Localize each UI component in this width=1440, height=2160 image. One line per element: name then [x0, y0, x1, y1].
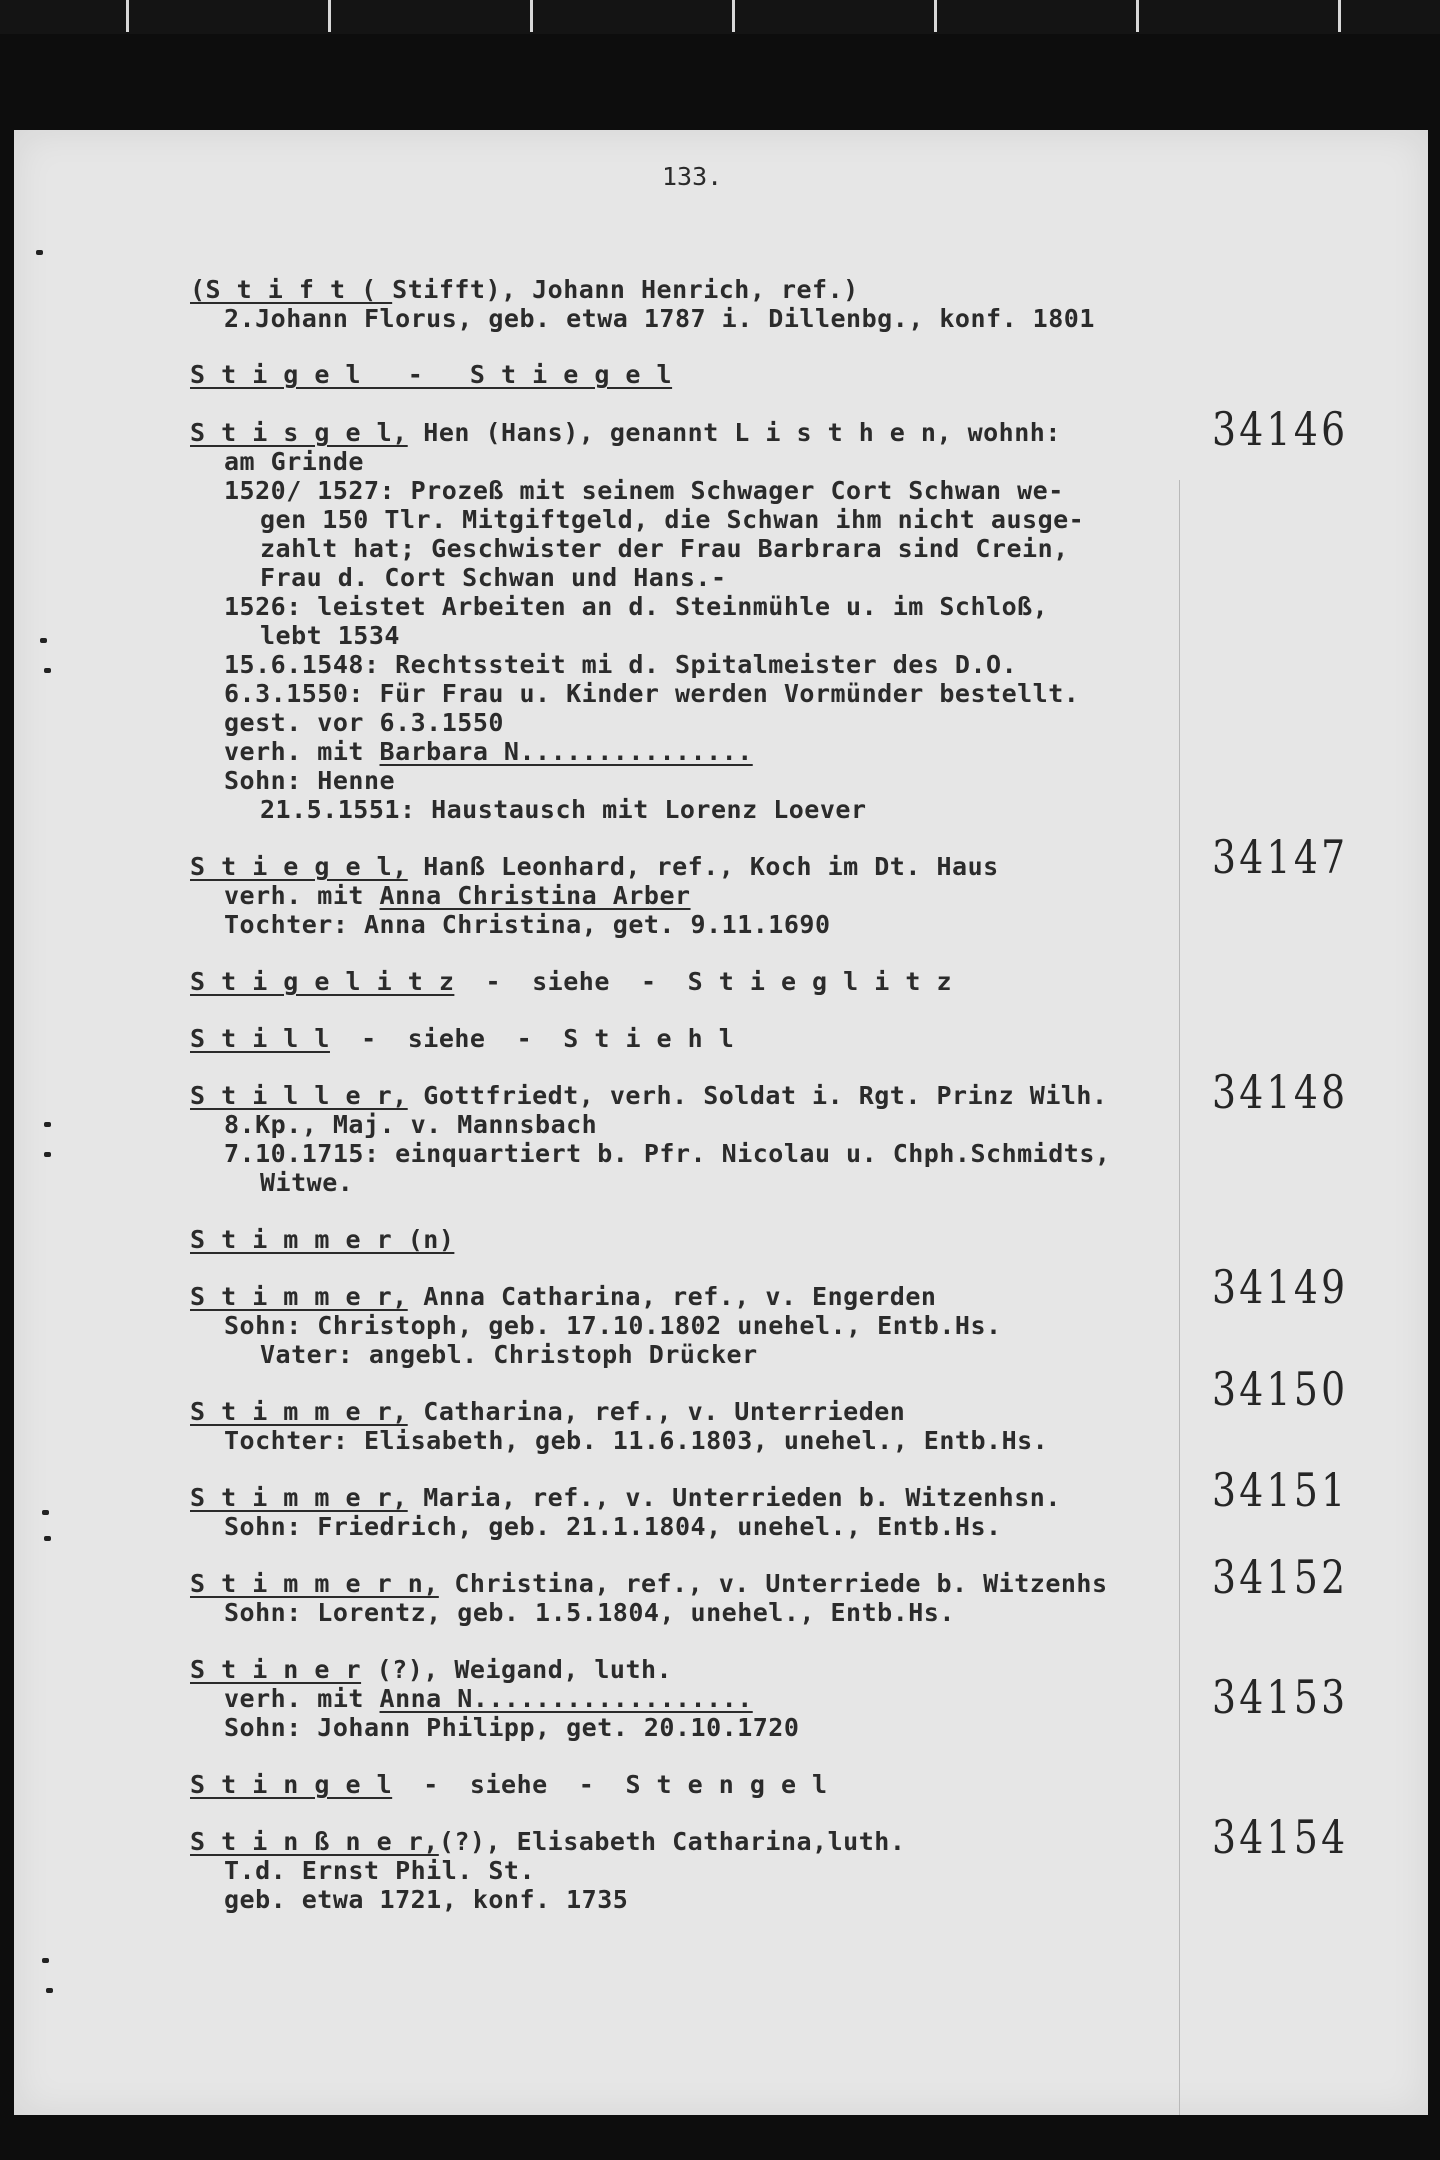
line-text: Frau d. Cort Schwan und Hans.- [260, 563, 727, 592]
text-line [190, 1827, 905, 1856]
margin-rule [1179, 480, 1180, 2115]
text-line [190, 1081, 1108, 1110]
line-text: Witwe. [260, 1168, 354, 1197]
line-text: Tochter: Elisabeth, geb. 11.6.1803, unehel., Entb.Hs. [224, 1426, 1049, 1455]
surname-heading: S t i l l e r, [190, 1081, 408, 1110]
text-line [190, 852, 999, 881]
entry-number: 34151 [1212, 1463, 1349, 1517]
entry-number: 34146 [1212, 402, 1349, 456]
text-line [224, 1311, 1002, 1340]
line-text: lebt 1534 [260, 621, 400, 650]
line-text: 2.Johann Florus, geb. etwa 1787 i. Dillenbg., konf. 1801 [224, 304, 1095, 333]
line-text: Hanß Leonhard, ref., Koch im Dt. Haus [407, 852, 999, 881]
line-text: Christina, ref., v. Unterriede b. Witzenhs [438, 1569, 1108, 1598]
punch-hole [44, 1122, 51, 1127]
surname-heading: S t i n e r [190, 1655, 362, 1684]
text-line [190, 1569, 1108, 1598]
line-text: verh. mit [224, 737, 380, 766]
text-line [190, 418, 1061, 447]
line-text: Vater: angebl. Christoph Drücker [260, 1340, 758, 1369]
text-line [224, 708, 504, 737]
text-line [190, 360, 672, 389]
surname-heading: S t i g e l i t z [190, 967, 455, 996]
line-text: - siehe - S t i e h l [329, 1024, 735, 1053]
film-tick [126, 0, 129, 32]
text-line [224, 766, 395, 795]
film-tick [1136, 0, 1139, 32]
text-line [224, 447, 364, 476]
text-line [224, 1885, 628, 1914]
text-line [224, 1598, 955, 1627]
text-line [224, 1139, 1110, 1168]
text-line [224, 881, 691, 910]
surname-heading: S t i e g e l, [190, 852, 408, 881]
text-line [190, 1655, 672, 1684]
surname-heading: S t i m m e r (n) [190, 1225, 455, 1254]
text-line [260, 1168, 353, 1197]
text-line [224, 650, 1017, 679]
line-text: Sohn: Johann Philipp, get. 20.10.1720 [224, 1713, 800, 1742]
text-line [224, 679, 1079, 708]
spouse-name: Anna N.................. [379, 1684, 753, 1713]
surname-heading: S t i n ß n e r, [190, 1827, 439, 1856]
text-line [190, 967, 952, 996]
line-text: T.d. Ernst Phil. St. [224, 1856, 536, 1885]
text-line [224, 1713, 799, 1742]
film-tick [934, 0, 937, 32]
surname-heading: S t i m m e r, [190, 1483, 408, 1512]
text-line [224, 1110, 597, 1139]
line-text: 1526: leistet Arbeiten an d. Steinmühle u. im Schloß, [224, 592, 1049, 621]
line-text: Anna Catharina, ref., v. Engerden [407, 1282, 937, 1311]
line-text: verh. mit [224, 881, 380, 910]
text-line [224, 1856, 535, 1885]
line-text: 8.Kp., Maj. v. Mannsbach [224, 1110, 598, 1139]
text-line [224, 592, 1048, 621]
line-text: 21.5.1551: Haustausch mit Lorenz Loever [260, 795, 867, 824]
line-text: Sohn: Christoph, geb. 17.10.1802 unehel., Entb.Hs. [224, 1311, 1002, 1340]
entry-number: 34147 [1212, 830, 1349, 884]
punch-hole [42, 1510, 49, 1515]
text-line [190, 1282, 936, 1311]
entry-number: 34150 [1212, 1362, 1349, 1416]
punch-hole [42, 1958, 49, 1963]
text-line [190, 275, 859, 304]
text-line [224, 1512, 1002, 1541]
surname-heading: S t i s g e l, [190, 418, 408, 447]
text-line [224, 737, 753, 766]
line-text: gen 150 Tlr. Mitgiftgeld, die Schwan ihm nicht ausge- [260, 505, 1085, 534]
punch-hole [44, 1152, 51, 1157]
line-text: gest. vor 6.3.1550 [224, 708, 504, 737]
text-line [260, 505, 1084, 534]
line-text: Sohn: Henne [224, 766, 396, 795]
line-text: verh. mit [224, 1684, 380, 1713]
surname-heading: S t i g e l - S t i e g e l [190, 360, 673, 389]
line-text: Sohn: Lorentz, geb. 1.5.1804, unehel., Entb.Hs. [224, 1598, 955, 1627]
line-text: 7.10.1715: einquartiert b. Pfr. Nicolau u. Chph.Schmidts, [224, 1139, 1111, 1168]
punch-hole [40, 638, 47, 643]
text-line [190, 1483, 1061, 1512]
entry-number: 34153 [1212, 1670, 1349, 1724]
document-page [14, 130, 1428, 2115]
surname-heading: S t i m m e r, [190, 1282, 408, 1311]
line-text: (?), Elisabeth Catharina,luth. [438, 1827, 906, 1856]
line-text: 15.6.1548: Rechtssteit mi d. Spitalmeister des D.O. [224, 650, 1018, 679]
spouse-name: Anna Christina Arber [379, 881, 691, 910]
film-tick [328, 0, 331, 32]
punch-hole [44, 1536, 51, 1541]
text-line [190, 1225, 454, 1254]
line-text: Maria, ref., v. Unterrieden b. Witzenhsn. [407, 1483, 1061, 1512]
entry-number: 34154 [1212, 1810, 1349, 1864]
text-line [224, 476, 1064, 505]
text-line [224, 1426, 1048, 1455]
film-tick [1338, 0, 1341, 32]
text-line [260, 795, 867, 824]
line-text: Sohn: Friedrich, geb. 21.1.1804, unehel., Entb.Hs. [224, 1512, 1002, 1541]
line-text: am Grinde [224, 447, 364, 476]
line-text: zahlt hat; Geschwister der Frau Barbrara sind Crein, [260, 534, 1069, 563]
surname-heading: S t i m m e r n, [190, 1569, 439, 1598]
punch-hole [46, 1988, 53, 1993]
line-text: Hen (Hans), genannt L i s t h e n, wohnh: [407, 418, 1061, 447]
line-text: geb. etwa 1721, konf. 1735 [224, 1885, 629, 1914]
text-line [260, 534, 1069, 563]
entry-number: 34149 [1212, 1260, 1349, 1314]
surname-heading: S t i m m e r, [190, 1397, 408, 1426]
text-line [224, 910, 831, 939]
text-line [224, 1684, 753, 1713]
line-text: Tochter: Anna Christina, get. 9.11.1690 [224, 910, 831, 939]
text-line [190, 1024, 734, 1053]
line-text: Catharina, ref., v. Unterrieden [407, 1397, 906, 1426]
line-text: 6.3.1550: Für Frau u. Kinder werden Vormünder bestellt. [224, 679, 1080, 708]
surname-heading: S t i n g e l [190, 1770, 393, 1799]
text-line [190, 1397, 905, 1426]
text-line [260, 563, 727, 592]
entry-number: 34148 [1212, 1065, 1349, 1119]
page-number: 133. [662, 162, 723, 191]
film-tick [732, 0, 735, 32]
surname-heading: S t i l l [190, 1024, 330, 1053]
spouse-name: Barbara N............... [379, 737, 753, 766]
entry-number: 34152 [1212, 1550, 1349, 1604]
text-line [224, 304, 1095, 333]
punch-hole [36, 250, 43, 255]
text-line [190, 1770, 828, 1799]
surname-heading: (S t i f t ( [190, 275, 393, 304]
film-tick [530, 0, 533, 32]
line-text: Gottfriedt, verh. Soldat i. Rgt. Prinz Wilh. [407, 1081, 1108, 1110]
line-text: 1520/ 1527: Prozeß mit seinem Schwager Cort Schwan we- [224, 476, 1064, 505]
film-strip-top [0, 0, 1440, 34]
text-line [260, 621, 400, 650]
line-text: (?), Weigand, luth. [361, 1655, 673, 1684]
text-line [260, 1340, 758, 1369]
line-text: - siehe - S t e n g e l [392, 1770, 828, 1799]
line-text: - siehe - S t i e g l i t z [454, 967, 953, 996]
line-text: Stifft), Johann Henrich, ref.) [392, 275, 859, 304]
punch-hole [44, 668, 51, 673]
